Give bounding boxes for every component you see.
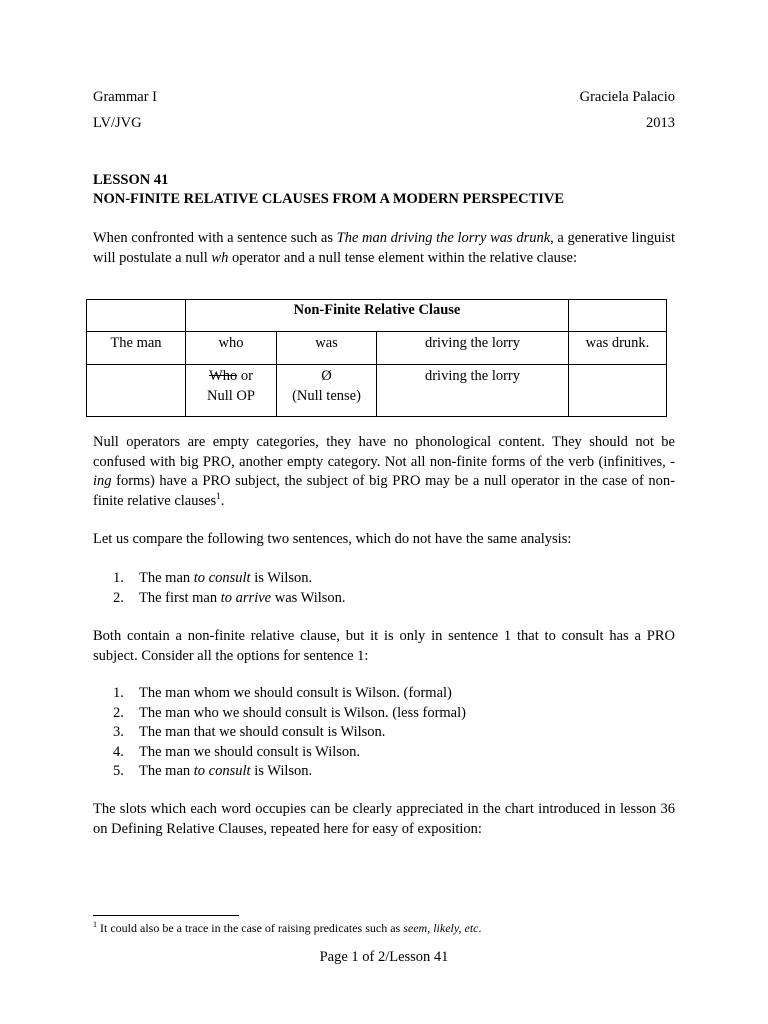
table-header-row: [87, 300, 667, 332]
table-cell: [569, 365, 667, 417]
intro-text-3: operator and a null tense element within the relative clause:: [228, 249, 578, 266]
intro-text-2: , a generative linguist will postulate a null: [93, 230, 675, 266]
table-cell: was: [277, 332, 377, 365]
list-text: The man: [139, 763, 194, 779]
null-op: Null OP: [207, 388, 255, 404]
table-cell: was drunk.: [569, 332, 667, 365]
list-number: 2.: [113, 589, 124, 606]
footnote-ref[interactable]: 1: [216, 490, 221, 501]
list-item: [113, 743, 466, 763]
list-text: is Wilson.: [250, 763, 313, 779]
or-text: or: [237, 368, 253, 384]
example-list-2: [113, 684, 466, 782]
list-text: The man: [139, 570, 194, 586]
list-number: 4.: [113, 743, 124, 760]
null-ops-text-1: Null operators are empty categories, they have no phonological content. They should not be confused with big PRO, another empty category. Not all non-finite forms of the verb (infinitives, -: [93, 434, 675, 470]
footnote-text: It could also be a trace in the case of raising predicates such as: [97, 921, 404, 935]
empty-symbol: Ø: [321, 368, 332, 384]
list-item: [113, 762, 466, 782]
null-operators-paragraph: [93, 433, 675, 511]
year: 2013: [646, 115, 675, 131]
null-ops-text-2: forms) have a PRO subject, the subject of big PRO may be a null operator in the case of non-finite relative clauses: [93, 473, 675, 509]
ing-term: ing: [93, 473, 112, 489]
page-number: Page 1 of 2/Lesson 41: [319, 949, 449, 965]
list-number: 3.: [113, 724, 124, 740]
null-ops-text-3: .: [220, 492, 225, 509]
list-text: is Wilson.: [250, 570, 313, 586]
footnote-divider: [93, 915, 239, 916]
list-italic: to arrive: [220, 589, 272, 606]
list-item: [113, 704, 466, 724]
table-cell: [186, 365, 277, 417]
list-item: [113, 569, 346, 589]
table-cell: driving the lorry: [377, 332, 569, 365]
list-number: 1.: [113, 685, 124, 701]
relative-clause-table: [86, 299, 667, 417]
table-cell: The man: [87, 332, 186, 365]
list-text: The first man: [139, 589, 221, 606]
list-item: [113, 589, 346, 609]
example-sentence: The man driving the lorry was drunk: [336, 230, 551, 246]
list-italic: to consult: [193, 763, 251, 779]
course-code: LV/JVG: [93, 115, 142, 131]
list-text: The man whom we should consult is Wilson. (formal): [139, 685, 452, 701]
example-list-1: [113, 569, 346, 608]
list-text: The man who we should consult is Wilson. (less formal): [139, 704, 466, 721]
course-name: Grammar I: [93, 89, 158, 105]
both-paragraph: Both contain a non-finite relative clause, but it is only in sentence 1 that to consult has a PRO subject. Consider all the options for sentence 1:: [93, 628, 675, 664]
table-row: [87, 365, 667, 417]
table-cell: who: [186, 332, 277, 365]
list-italic: to consult: [193, 570, 251, 586]
intro-paragraph: [93, 229, 675, 268]
table-cell: [569, 300, 667, 332]
footnote-mark: 1: [93, 920, 97, 929]
wh-term: wh: [211, 249, 229, 266]
footnote-end: .: [478, 921, 482, 935]
list-number: 1.: [113, 570, 124, 586]
author-name: Graciela Palacio: [579, 89, 675, 105]
footnote: [93, 920, 482, 936]
table-cell: driving the lorry: [377, 365, 569, 417]
struck-who: Who: [209, 368, 238, 384]
table-cell: [87, 365, 186, 417]
table-row: [87, 332, 667, 365]
table-header: Non-Finite Relative Clause: [186, 300, 569, 332]
footnote-italic: seem, likely, etc: [403, 921, 479, 935]
compare-paragraph: Let us compare the following two sentences, which do not have the same analysis:: [93, 531, 572, 547]
list-text: The man we should consult is Wilson.: [139, 743, 361, 760]
list-item: [113, 684, 466, 704]
list-number: 2.: [113, 704, 124, 721]
list-number: 5.: [113, 763, 124, 779]
list-item: [113, 723, 466, 743]
null-tense: (Null tense): [292, 388, 361, 404]
table-cell: [277, 365, 377, 417]
list-text: was Wilson.: [271, 589, 346, 606]
table-cell: [87, 300, 186, 332]
lesson-number: LESSON 41: [93, 172, 169, 188]
slots-paragraph: The slots which each word occupies can be clearly appreciated in the chart introduced in lesson 36 on Defining Relative Clauses, repeated here for easy of exposition:: [93, 801, 675, 837]
lesson-title: NON-FINITE RELATIVE CLAUSES FROM A MODERN PERSPECTIVE: [93, 191, 565, 207]
list-text: The man that we should consult is Wilson.: [139, 724, 386, 740]
intro-text-1: When confronted with a sentence such as: [93, 230, 337, 246]
